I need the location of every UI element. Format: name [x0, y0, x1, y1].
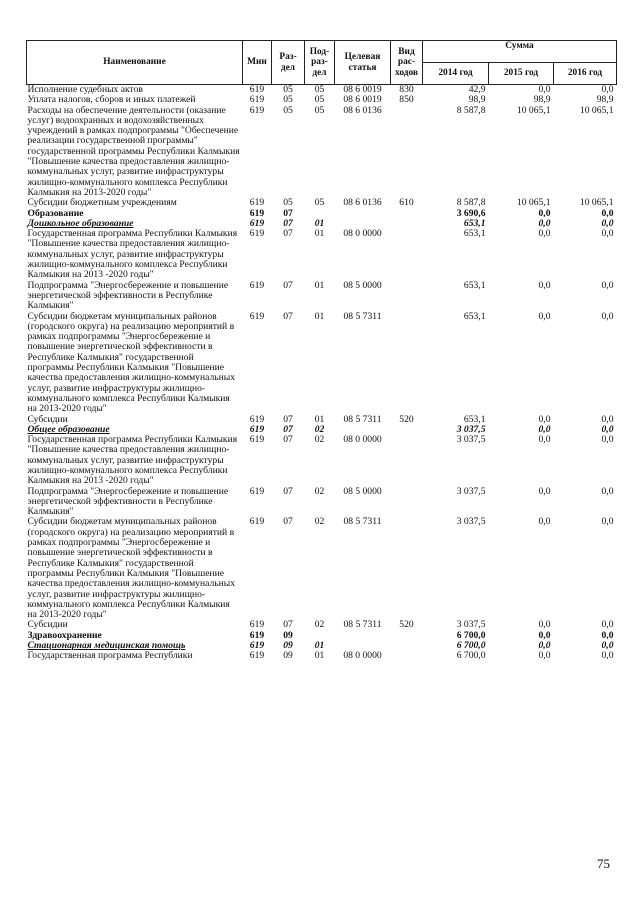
- row-ministry: 619: [249, 640, 265, 652]
- header-expense-type: Вид рас- ходов: [391, 41, 423, 85]
- row-subsection: 01: [314, 650, 325, 662]
- row-amount-2015: 0,0: [538, 640, 551, 652]
- row-ministry: 619: [249, 217, 265, 229]
- row-subsection: 02: [314, 619, 325, 631]
- row-ministry: 619: [249, 228, 265, 240]
- row-section: 05: [283, 84, 293, 95]
- row-subsection: 02: [314, 485, 325, 497]
- row-target-article: 08 0 0000: [343, 228, 382, 240]
- row-amount-2016: 0,0: [601, 84, 614, 95]
- row-expense-type: [391, 219, 423, 229]
- row-amount-2014: 3 037,5: [456, 423, 486, 435]
- row-expense-type: 610: [399, 197, 414, 209]
- row-amount-2016: 0,0: [601, 619, 614, 631]
- row-section: 05: [283, 94, 293, 106]
- row-target-article: 08 6 0019: [343, 84, 382, 95]
- header-target-article: Целевая статья: [335, 41, 391, 85]
- row-amount-2016: 0,0: [601, 650, 614, 662]
- row-amount-2015: 0,0: [538, 650, 551, 662]
- row-expense-type: [391, 641, 423, 651]
- row-target-article: 08 6 0136: [343, 104, 382, 116]
- table-row: [27, 106, 617, 199]
- row-amount-2016: 0,0: [601, 207, 614, 219]
- row-amount-2016: 0,0: [601, 629, 614, 641]
- row-section: 07: [283, 217, 293, 229]
- row-amount-2015: 0,0: [538, 310, 551, 322]
- row-name: Субсидии: [27, 619, 68, 631]
- header-podrazdel: Под- раз- дел: [305, 41, 335, 85]
- row-expense-type: 830: [399, 84, 414, 95]
- row-subsection: 01: [314, 310, 325, 322]
- row-amount-2016: 0,0: [601, 640, 614, 652]
- row-amount-2015: 0,0: [538, 207, 551, 219]
- row-amount-2016: 0,0: [601, 516, 614, 528]
- row-amount-2014: 42,9: [468, 84, 486, 95]
- page-number: 75: [597, 856, 610, 871]
- row-expense-type: [391, 651, 423, 661]
- row-subsection: 02: [314, 423, 325, 435]
- row-amount-2014: 6 700,0: [456, 629, 486, 641]
- row-amount-2016: 0,0: [601, 413, 614, 425]
- row-section: 07: [283, 413, 293, 425]
- row-name: Подпрограмма "Энергосбережение и повышение энергетической эффективности в Республике Калмыкия": [27, 485, 229, 518]
- row-section: 07: [283, 279, 293, 291]
- row-amount-2016: 0,0: [601, 423, 614, 435]
- row-amount-2014: 8 587,8: [456, 197, 486, 209]
- table-row: [27, 198, 617, 208]
- table-body: [27, 85, 617, 662]
- row-section: 07: [283, 423, 293, 435]
- header-year-2014: 2014 год: [423, 63, 489, 85]
- row-expense-type: [391, 281, 423, 312]
- row-subsection: 05: [314, 104, 325, 116]
- row-ministry: 619: [249, 650, 265, 662]
- row-amount-2015: 0,0: [538, 413, 551, 425]
- row-ministry: 619: [249, 485, 265, 497]
- row-amount-2015: 0,0: [538, 516, 551, 528]
- row-amount-2016: 98,9: [596, 94, 614, 106]
- header-year-2015: 2015 год: [489, 63, 554, 85]
- row-ministry: 619: [249, 279, 265, 291]
- row-expense-type: [391, 312, 423, 415]
- row-name: Подпрограмма "Энергосбережение и повышение энергетической эффективности в Республике Калмыкия": [27, 279, 229, 312]
- row-amount-2015: 10 065,1: [516, 104, 551, 116]
- row-name: Общее образование: [27, 423, 110, 435]
- row-name: Государственная программа Республики Калмыкия "Повышение качества предоставления жилищно-коммунальных услуг, развитие инфраструктуры жилищно-коммунального комплекса Республики Калмыкия на 2013 -2020 годы": [27, 434, 238, 487]
- row-subsection: 05: [314, 84, 325, 95]
- row-expense-type: [391, 631, 423, 641]
- row-amount-2014: 653,1: [463, 413, 486, 425]
- row-amount-2016: 0,0: [601, 217, 614, 229]
- row-name: Государственная программа Республики: [27, 650, 193, 662]
- row-amount-2015: 0,0: [538, 84, 551, 95]
- row-amount-2014: 3 037,5: [456, 516, 486, 528]
- row-ministry: 619: [249, 413, 265, 425]
- row-target-article: [335, 209, 391, 219]
- row-amount-2015: 0,0: [538, 279, 551, 291]
- row-expense-type: [391, 425, 423, 435]
- row-expense-type: [391, 106, 423, 199]
- row-subsection: 02: [314, 434, 325, 446]
- row-amount-2014: 3 037,5: [456, 485, 486, 497]
- row-amount-2014: 653,1: [463, 279, 486, 291]
- row-section: 07: [283, 310, 293, 322]
- row-section: 07: [283, 485, 293, 497]
- row-section: 07: [283, 516, 293, 528]
- row-amount-2016: 0,0: [601, 279, 614, 291]
- row-amount-2014: 6 700,0: [456, 650, 486, 662]
- row-subsection: 05: [314, 94, 325, 106]
- row-expense-type: [391, 487, 423, 518]
- header-summa: Сумма: [423, 41, 617, 63]
- row-amount-2016: 0,0: [601, 228, 614, 240]
- row-expense-type: [391, 435, 423, 486]
- row-amount-2015: 0,0: [538, 434, 551, 446]
- row-amount-2016: 10 065,1: [579, 104, 614, 116]
- row-amount-2015: 98,9: [533, 94, 551, 106]
- row-expense-type: 520: [399, 619, 414, 631]
- row-amount-2014: 653,1: [463, 228, 486, 240]
- header-min: Мин: [243, 41, 272, 85]
- row-name: Дошкольное образование: [27, 217, 134, 229]
- row-amount-2016: 0,0: [601, 310, 614, 322]
- row-section: 09: [283, 650, 293, 662]
- row-amount-2014: 3 037,5: [456, 619, 486, 631]
- row-expense-type: 520: [399, 413, 414, 425]
- row-amount-2015: 0,0: [538, 423, 551, 435]
- row-name: Государственная программа Республики Калмыкия "Повышение качества предоставления жилищно-коммунальных услуг, развитие инфраструктуры жилищно-коммунального комплекса Республики Калмыкия на 2013 -2020 годы": [27, 228, 238, 281]
- row-ministry: 619: [249, 207, 265, 219]
- row-ministry: 619: [249, 104, 265, 116]
- row-amount-2015: 0,0: [538, 485, 551, 497]
- row-section: 07: [283, 619, 293, 631]
- row-target-article: 08 0 0000: [343, 650, 382, 662]
- row-name: Расходы на обеспечение деятельности (оказание услуг) водоохранных и водохозяйственных учреждений в рамках подпрограммы "Обеспечение реализации государственной программы" государственной программы Республики Калмыкия "Повышение качества предоставления жилищно-коммунальных услуг, развитие инфраструктуры жилищно-коммунального комплекса Республики Калмыкия на 2013-2020 годы": [27, 104, 240, 198]
- row-amount-2014: 98,9: [468, 94, 486, 106]
- header-year-2016: 2016 год: [554, 63, 617, 85]
- table-row: [27, 517, 617, 620]
- budget-table: [26, 40, 617, 662]
- row-name: Стационарная медицинская помощь: [27, 640, 186, 652]
- row-ministry: 619: [249, 197, 265, 209]
- row-subsection: 01: [314, 413, 325, 425]
- row-ministry: 619: [249, 516, 265, 528]
- row-amount-2014: 3 690,6: [456, 207, 486, 219]
- row-expense-type: [391, 517, 423, 620]
- row-target-article: 08 5 7311: [343, 310, 382, 322]
- row-target-article: 08 5 7311: [343, 619, 382, 631]
- row-amount-2015: 0,0: [538, 228, 551, 240]
- row-amount-2015: 0,0: [538, 629, 551, 641]
- row-ministry: 619: [249, 94, 265, 106]
- row-target-article: [335, 631, 391, 641]
- row-target-article: 08 5 0000: [343, 485, 382, 497]
- row-section: 07: [283, 207, 293, 219]
- row-name: Субсидии бюджетам муниципальных районов (городского округа) на реализацию мероприятий в рамках подпрограммы "Энергосбережение и повышение энергетической эффективности в Республике Калмыкия" государственной программы Республики Калмыкия "Повышение качества предоставления жилищно-коммунальных услуг, развитие инфраструктуры жилищно-коммунального комплекса Республики Калмыкия на 2013-2020 годы": [27, 310, 235, 415]
- row-ministry: 619: [249, 629, 265, 641]
- header-name: Наименование: [27, 41, 243, 85]
- row-amount-2014: 6 700,0: [456, 640, 486, 652]
- row-amount-2016: 10 065,1: [579, 197, 614, 209]
- row-amount-2015: 0,0: [538, 217, 551, 229]
- row-amount-2015: 10 065,1: [516, 197, 551, 209]
- row-name: Исполнение судебных актов: [27, 84, 143, 95]
- row-name: Здравоохранение: [27, 629, 102, 641]
- budget-page: [26, 40, 616, 662]
- row-amount-2014: 653,1: [463, 217, 486, 229]
- row-subsection: 01: [314, 228, 325, 240]
- row-subsection: 01: [314, 279, 325, 291]
- row-target-article: 08 6 0136: [343, 197, 382, 209]
- row-ministry: 619: [249, 434, 265, 446]
- table-row: [27, 651, 617, 661]
- table-row: [27, 620, 617, 630]
- row-target-article: 08 6 0019: [343, 94, 382, 106]
- row-name: Субсидии бюджетным учреждениям: [27, 197, 177, 209]
- row-ministry: 619: [249, 619, 265, 631]
- table-row: [27, 487, 617, 518]
- row-amount-2015: 0,0: [538, 619, 551, 631]
- row-expense-type: [391, 229, 423, 280]
- row-target-article: 08 5 0000: [343, 279, 382, 291]
- table-row: [27, 281, 617, 312]
- row-amount-2016: 0,0: [601, 485, 614, 497]
- row-target-article: 08 5 7311: [343, 413, 382, 425]
- row-name: Субсидии бюджетам муниципальных районов (городского округа) на реализацию мероприятий в рамках подпрограммы "Энергосбережение и повышение энергетической эффективности в Республике Калмыкия" государственной программы Республики Калмыкия "Повышение качества предоставления жилищно-коммунальных услуг, развитие инфраструктуры жилищно-коммунального комплекса Республики Калмыкия на 2013-2020 годы": [27, 516, 235, 621]
- row-subsection: 02: [314, 516, 325, 528]
- row-subsection: 01: [314, 640, 325, 652]
- row-section: 09: [283, 629, 293, 641]
- row-expense-type: [391, 209, 423, 219]
- row-section: 09: [283, 640, 293, 652]
- row-amount-2016: 0,0: [601, 434, 614, 446]
- row-section: 07: [283, 228, 293, 240]
- row-subsection: 05: [314, 197, 325, 209]
- header-razdel: Раз- дел: [272, 41, 305, 85]
- row-subsection: 01: [314, 217, 325, 229]
- row-ministry: 619: [249, 84, 265, 95]
- table-row: [27, 312, 617, 415]
- row-section: 05: [283, 104, 293, 116]
- row-name: Уплата налогов, сборов и иных платежей: [27, 94, 196, 106]
- row-target-article: 08 0 0000: [343, 434, 382, 446]
- row-ministry: 619: [249, 423, 265, 435]
- table-row: [27, 435, 617, 486]
- table-row: [27, 229, 617, 280]
- row-amount-2014: 3 037,5: [456, 434, 486, 446]
- row-amount-2014: 8 587,8: [456, 104, 486, 116]
- row-section: 07: [283, 434, 293, 446]
- row-name: Субсидии: [27, 413, 68, 425]
- row-target-article: 08 5 7311: [343, 516, 382, 528]
- row-ministry: 619: [249, 310, 265, 322]
- row-amount-2014: 653,1: [463, 310, 486, 322]
- row-section: 05: [283, 197, 293, 209]
- row-name: Образование: [27, 207, 84, 219]
- row-expense-type: 850: [399, 94, 414, 106]
